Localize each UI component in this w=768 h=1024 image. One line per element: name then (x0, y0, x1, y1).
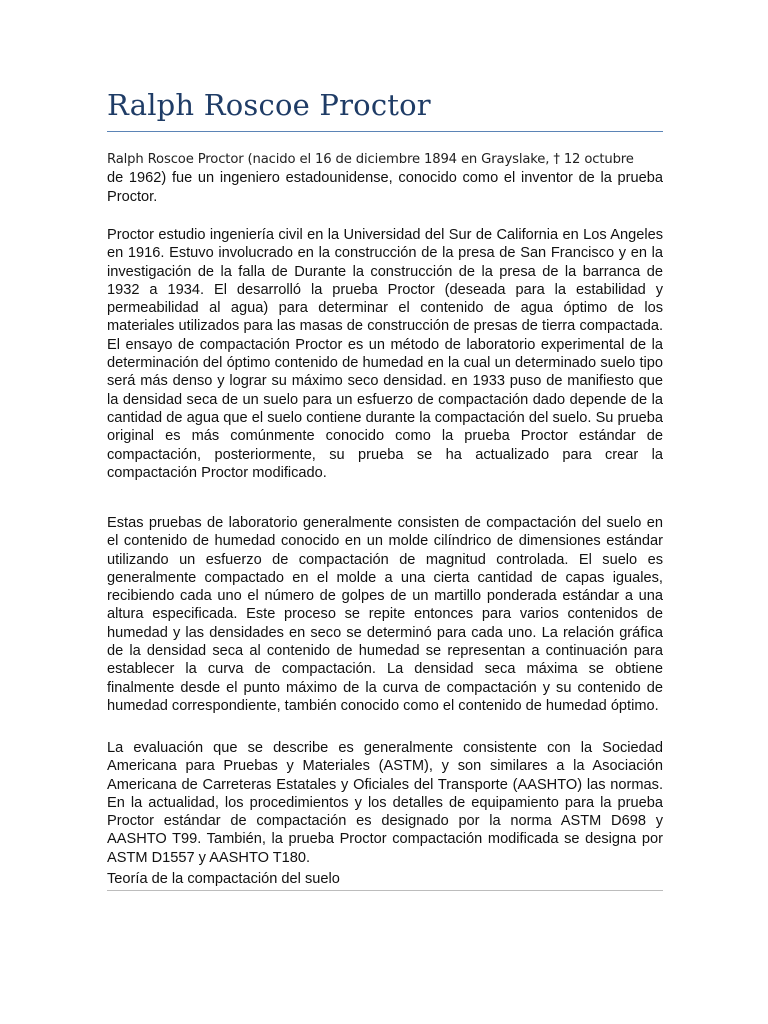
page-title: Ralph Roscoe Proctor (107, 88, 431, 122)
subheading-underline (107, 890, 663, 891)
standards-paragraph: La evaluación que se describe es generalmente consistente con la Sociedad Americana para Pruebas y Materiales (ASTM), y son similares a la Asociación Americana de Carreteras Estatales y Oficiales del Transporte (AASHTO) las normas. En la actualidad, los procedimientos y los detalles de equipamiento para la prueba Proctor estándar de compactación es designado por la norma ASTM D698 y AASHTO T99. También, la prueba Proctor compactación modificada se designa por ASTM D1557 y AASHTO T180. (107, 740, 663, 866)
section-subheading: Teoría de la compactación del suelo (107, 871, 340, 887)
biography-paragraph: Proctor estudio ingeniería civil en la Universidad del Sur de California en Los Angeles en 1916. Estuvo involucrado en la construcción de la presa de San Francisco y en la investigación de la falla de Durante la construcción de la presa de la barranca de 1932 a 1934. El desarrolló la prueba Proctor (deseada para la estabilidad y permeabilidad al agua) para determinar el contenido de agua óptimo de los materiales utilizados para las masas de construcción de presas de tierra compactada. El ensayo de compactación Proctor es un método de laboratorio experimental de la determinación del óptimo contenido de humedad en la cual un determinado suelo tipo será más denso y lograr su máximo seco densidad. en 1933 puso de manifiesto que la densidad seca de un suelo para un esfuerzo de compactación dado depende de la cantidad de agua que el suelo contiene durante la compactación del suelo. Su prueba original es más comúnmente conocido como la prueba Proctor estándar de compactación, posteriormente, su prueba se ha actualizado para crear la compactación Proctor modificado. (107, 227, 663, 481)
intro-paragraph (107, 150, 663, 206)
intro-first-line: Ralph Roscoe Proctor (nacido el 16 de diciembre 1894 en Grayslake, † 12 octubre (107, 152, 634, 167)
intro-rest: de 1962) fue un ingeniero estadounidense, conocido como el inventor de la prueba Proctor. (107, 170, 663, 205)
lab-tests-paragraph: Estas pruebas de laboratorio generalmente consisten de compactación del suelo en el contenido de humedad conocido en un molde cilíndrico de dimensiones estándar utilizando un esfuerzo de compactación de magnitud controlada. El suelo es generalmente compactado en el molde a una cierta cantidad de capas iguales, recibiendo cada uno el número de golpes de un martillo ponderada estándar a una altura especificada. Este proceso se repite entonces para varios contenidos de humedad y las densidades en seco se determinó para cada uno. La relación gráfica de la densidad seca al contenido de humedad se representan a continuación para establecer la curva de compactación. La densidad seca máxima se obtiene finalmente desde el punto máximo de la curva de compactación y su contenido de humedad correspondiente, también conocido como el contenido de humedad óptimo. (107, 515, 663, 714)
title-underline (107, 131, 663, 132)
